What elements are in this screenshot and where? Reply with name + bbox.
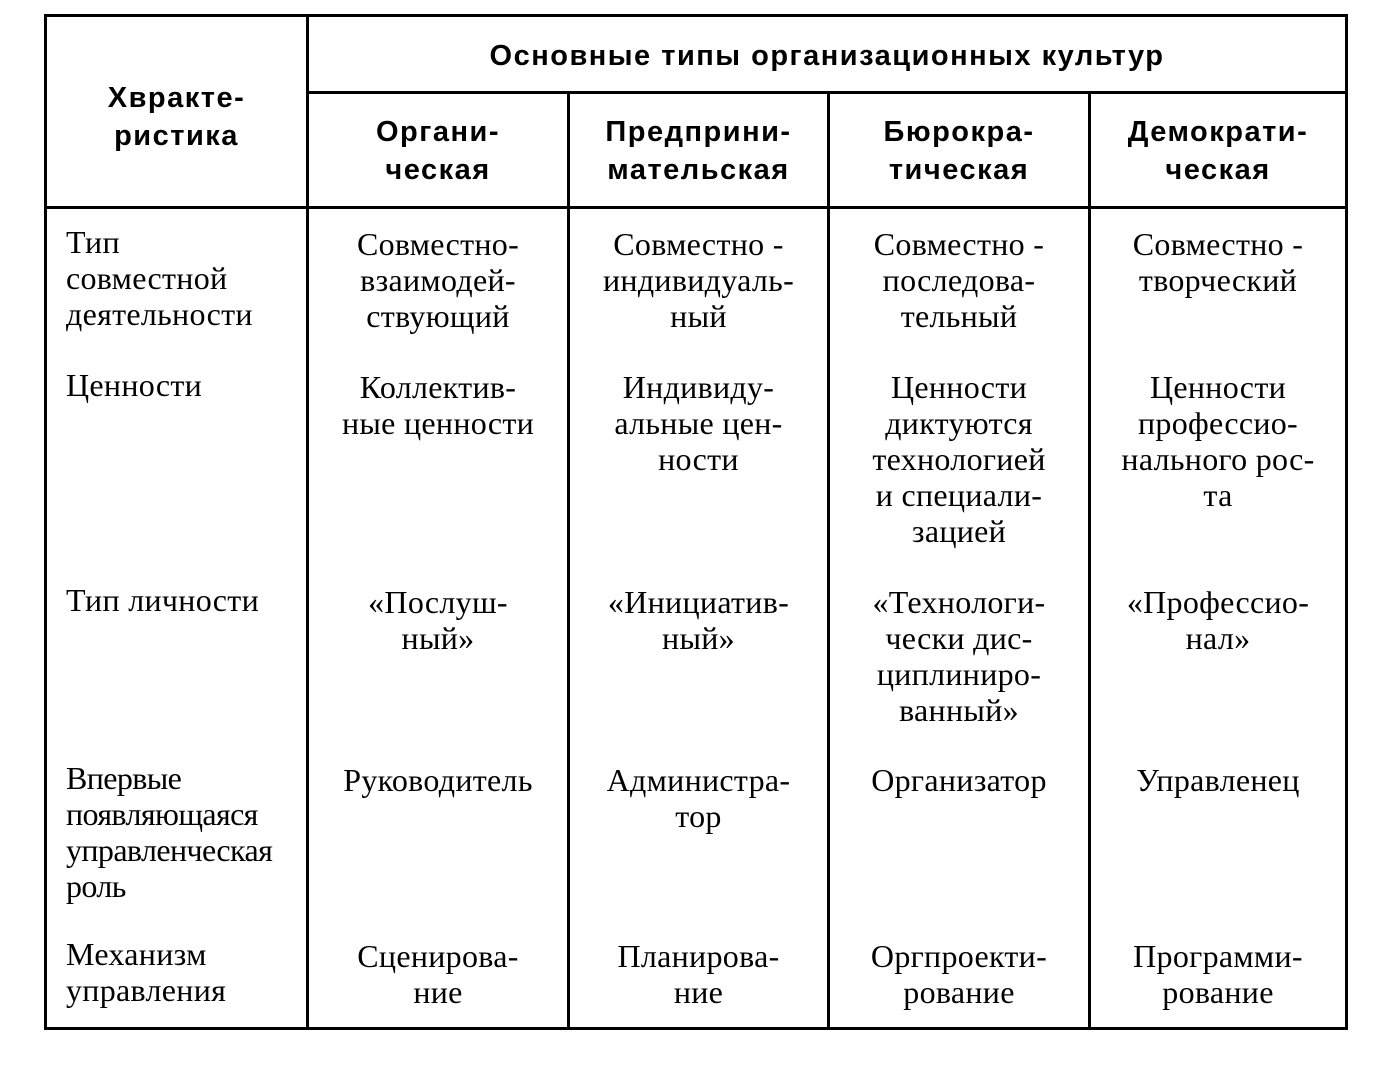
table-cell: Сценирова- ние [357, 938, 519, 1010]
table-cell: Планирова- ние [617, 938, 780, 1010]
row-label-personality-type: Тип личности [66, 582, 260, 618]
table-cell: Коллектив- ные ценности [341, 369, 535, 441]
table-cell: Совместно - индивидуаль- ный [602, 226, 795, 334]
divider-header-bottom [47, 206, 1345, 209]
row-label-activity-type: Тип совместной деятельности [66, 224, 253, 332]
column-header-bureaucratic: Бюрокра- тическая [883, 116, 1035, 186]
table-cell: «Профессио- нал» [1126, 584, 1310, 656]
column-header-democratic: Демократи- ческая [1127, 116, 1309, 186]
table-cell: Индивиду- альные цен- ности [614, 369, 783, 477]
organizational-culture-table [44, 14, 1348, 1030]
table-cell: Совместно - творческий [1132, 226, 1304, 298]
table-cell: «Технологи- чески дис- циплиниро- ванный» [872, 584, 1046, 728]
table-cell: «Инициатив- ный» [607, 584, 790, 656]
table-cell: Совместно- взаимодей- ствующий [356, 226, 520, 334]
row-label-management-role: Впервые появляющаяся управленческая роль [66, 760, 273, 904]
column-header-organic: Органи- ческая [376, 116, 500, 186]
table-cell: Руководитель [343, 762, 533, 798]
table-cell: Организатор [871, 762, 1047, 798]
row-label-management-mechanism: Механизм управления [66, 936, 227, 1008]
table-cell: Программи- рование [1133, 938, 1303, 1010]
table-cell: Ценности диктуются технологией и специали- зацией [872, 369, 1046, 549]
group-title: Основные типы организационных культур [489, 40, 1165, 72]
table-cell: Оргпроекти- рование [870, 938, 1048, 1010]
row-label-values: Ценности [66, 367, 203, 403]
table-cell: Ценности профессио- нального рос- та [1121, 369, 1315, 513]
table-cell: «Послуш- ный» [368, 584, 508, 656]
column-header-entrepreneurial: Предприни- мательская [605, 116, 792, 186]
table-cell: Управленец [1136, 762, 1300, 798]
table-cell: Администра- тор [606, 762, 791, 834]
table-cell: Совместно - последова- тельный [873, 226, 1045, 334]
characteristic-header: Хвракте- ристика [107, 82, 246, 152]
